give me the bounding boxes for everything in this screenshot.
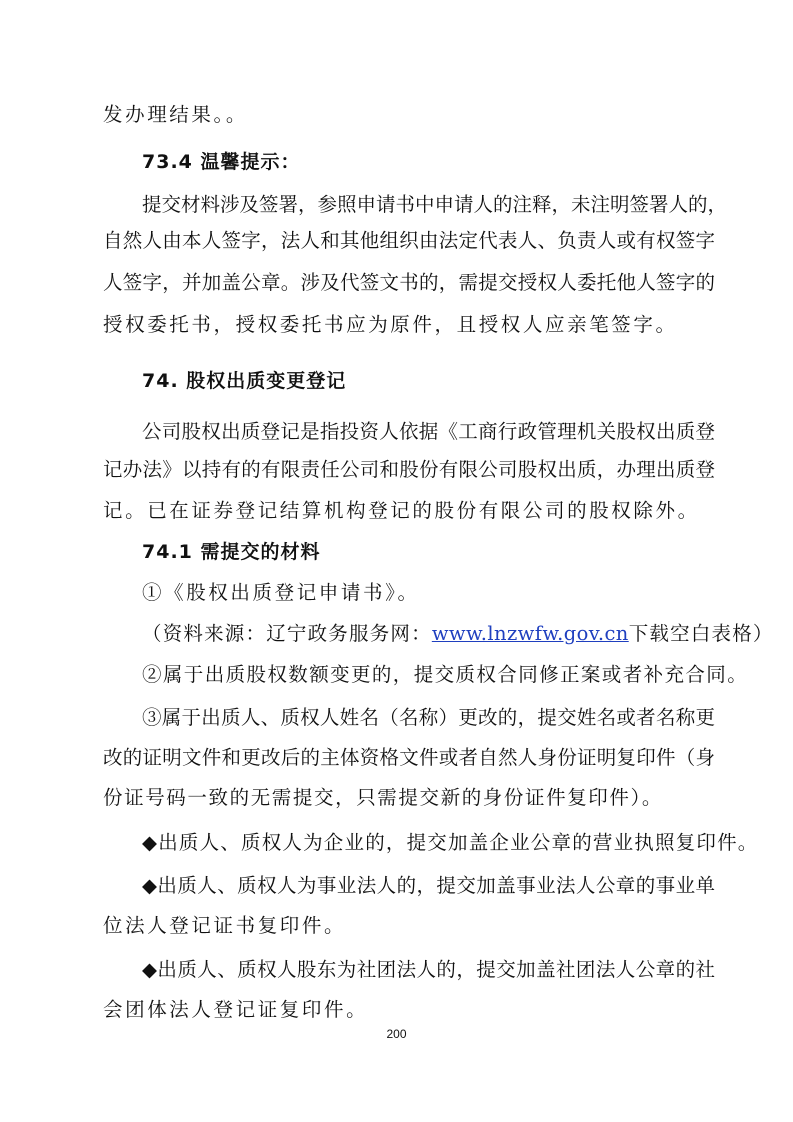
- page-number: 200: [386, 1027, 407, 1041]
- heading-74-1: 74.1 需提交的材料: [142, 541, 321, 563]
- source-link[interactable]: www.lnzwfw.gov.cn: [431, 622, 629, 645]
- bullet-item-3-line: 会团体法人登记证复印件。: [103, 998, 369, 1021]
- paragraph-line: 授权委托书，授权委托书应为原件，且授权人应亲笔签字。: [103, 313, 678, 336]
- paragraph-line: 记办法》以持有的有限责任公司和股份有限公司股权出质，办理出质登: [103, 458, 715, 481]
- list-item-2: ②属于出质股权数额变更的，提交质权合同修正案或者补充合同。: [142, 663, 749, 686]
- paragraph-continuation: 发办理结果。。: [103, 103, 248, 126]
- source-prefix: （资料来源：辽宁政务服务网：: [142, 622, 432, 645]
- bullet-item-3-line: ◆出质人、质权人股东为社团法人的，提交加盖社团法人公章的社: [142, 958, 715, 981]
- paragraph-line: 提交材料涉及签署，参照申请书中申请人的注释，未注明签署人的，: [142, 193, 728, 216]
- bullet-item-1: ◆出质人、质权人为企业的，提交加盖企业公章的营业执照复印件。: [142, 831, 759, 854]
- list-item-1: ①《股权出质登记申请书》。: [142, 581, 420, 604]
- source-line: [142, 619, 774, 649]
- paragraph-line: 人签字，并加盖公章。涉及代签文书的，需提交授权人委托他人签字的: [103, 271, 715, 294]
- heading-74: 74. 股权出质变更登记: [142, 370, 347, 392]
- heading-73-4: 73.4 温馨提示：: [142, 151, 301, 173]
- source-suffix: 下载空白表格）: [628, 622, 774, 645]
- bullet-item-2-line: 位法人登记证书复印件。: [103, 914, 347, 937]
- list-item-3-line: ③属于出质人、质权人姓名（名称）更改的，提交姓名或者名称更: [142, 706, 715, 729]
- list-item-3-line: 份证号码一致的无需提交，只需提交新的身份证件复印件）。: [103, 786, 663, 809]
- list-item-3-line: 改的证明文件和更改后的主体资格文件或者自然人身份证明复印件（身: [103, 746, 715, 769]
- bullet-item-2-line: ◆出质人、质权人为事业法人的，提交加盖事业法人公章的事业单: [142, 874, 715, 897]
- paragraph-line: 自然人由本人签字，法人和其他组织由法定代表人、负责人或有权签字: [103, 229, 715, 252]
- paragraph-line: 记。已在证券登记结算机构登记的股份有限公司的股权除外。: [103, 499, 700, 522]
- paragraph-line: 公司股权出质登记是指投资人依据《工商行政管理机关股权出质登: [142, 420, 715, 443]
